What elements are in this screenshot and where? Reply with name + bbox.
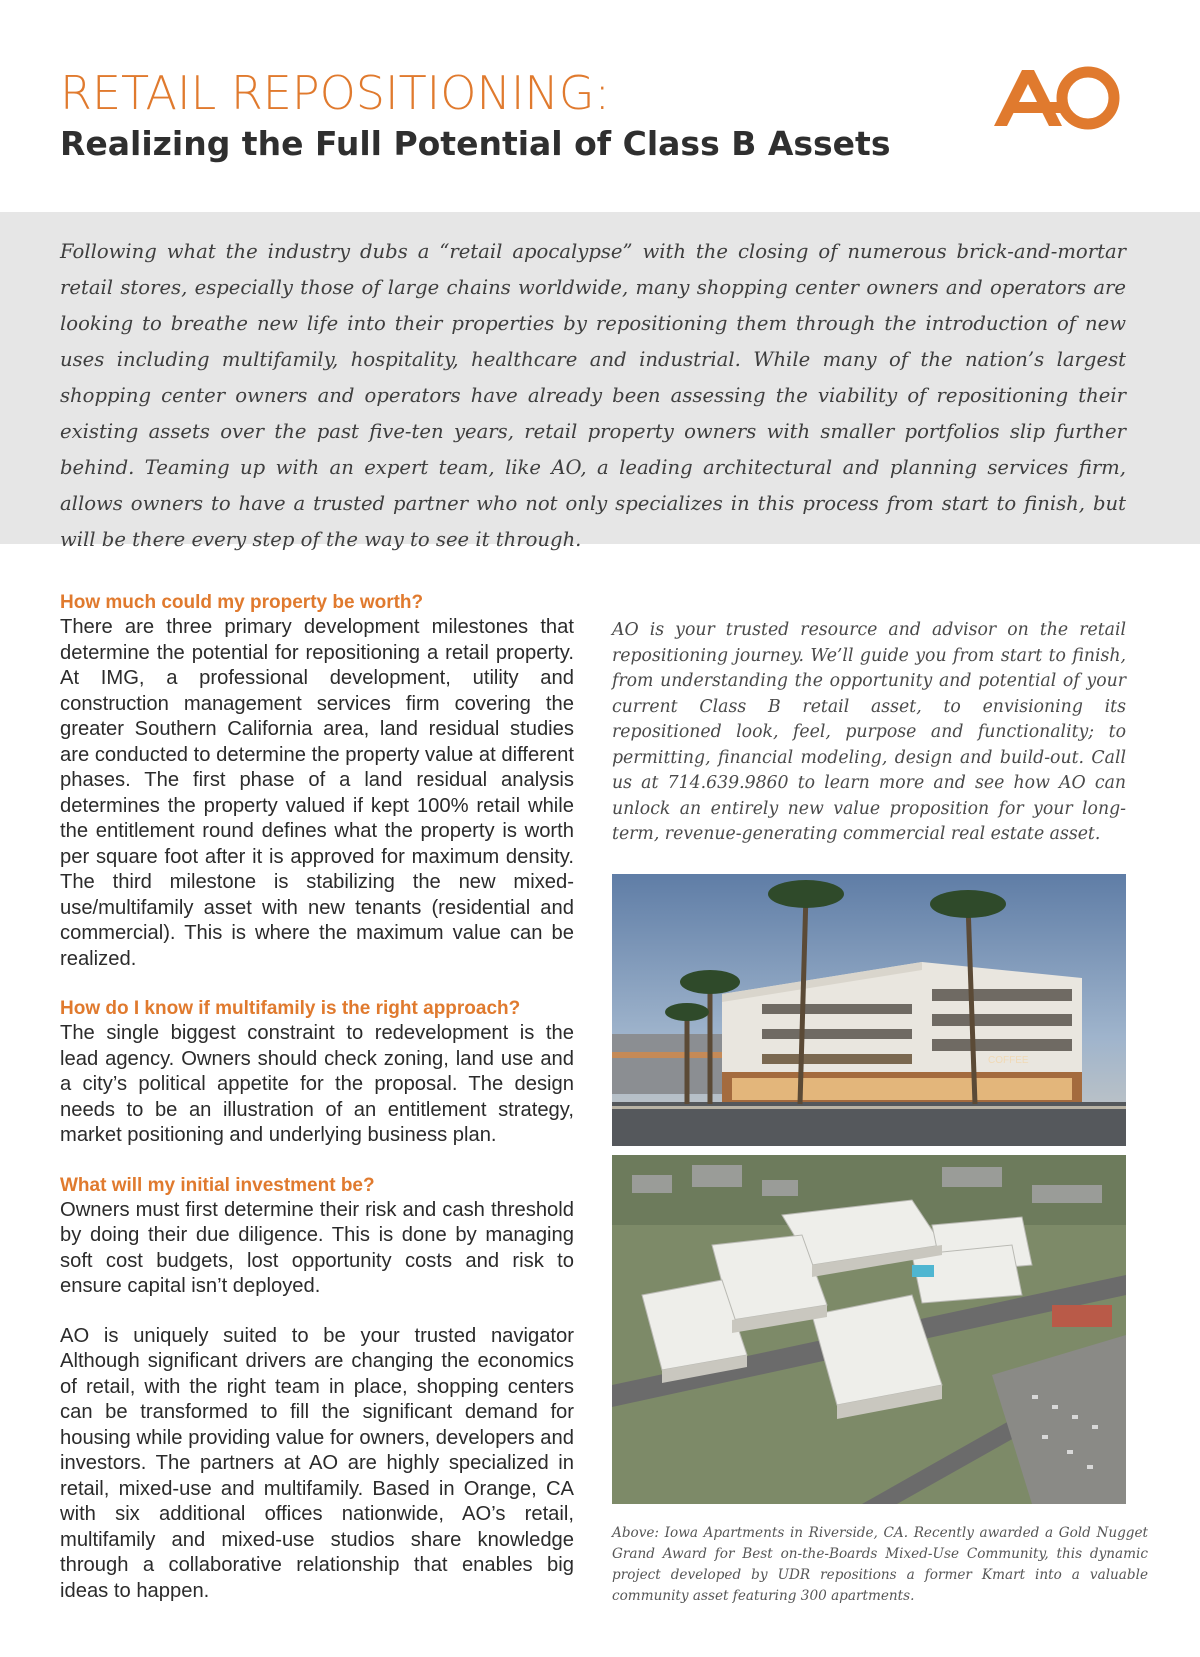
aerial-rendering <box>612 1155 1126 1504</box>
closing-body: AO is uniquely suited to be your trusted navigator Although significant drivers are changing the economics of retail, with the right team in place, shopping centers can be transformed to fill the significant demand for housing while providing value for owners, developers and investors. The partners at AO are highly specialized in retail, mixed-use and multifamily. Based in Orange, CA with six additional offices nationwide, AO’s retail, multifamily and mixed-use studios share knowledge through a collaborative relationship that enables big ideas to happen. <box>60 1324 574 1602</box>
page-subtitle: Realizing the Full Potential of Class B Assets <box>60 124 891 163</box>
section-heading: What will my initial investment be? <box>60 1174 375 1196</box>
coffee-sign: COFFEE <box>988 1055 1029 1066</box>
page-title: RETAIL REPOSITIONING: <box>60 66 610 120</box>
right-intro-text: AO is your trusted resource and advisor on the retail repositioning journey. We’ll guide you from start to finish, from understanding the opportunity and potential of your current Class B retail asset, to envisioning its repositioned look, feel, purpose and functionality; to permitting, financial modeling, design and build-out. Call us at 714.639.9860 to learn more and see how AO can unlock an entirely new value proposition for your long-term, revenue-generating commercial real estate asset. <box>612 620 1126 844</box>
street-view-rendering <box>612 874 1126 1146</box>
section-body: Owners must first determine their risk and cash threshold by doing their due diligence. This is done by managing soft cost budgets, lost opportunity costs and risk to ensure capital isn’t deployed. <box>60 1198 574 1297</box>
section-heading: How do I know if multifamily is the right approach? <box>60 998 521 1019</box>
header <box>0 0 1200 212</box>
intro-text: Following what the industry dubs a “retail apocalypse” with the closing of numerous brick-and-mortar retail stores, especially those of large chains worldwide, many shopping center owners and operators are looking to breathe new life into their properties by repositioning them through the introduction of new uses including multifamily, hospitality, healthcare and industrial. While many of the nation’s largest shopping center owners and operators have already been assessing the viability of repositioning their existing assets over the past five-ten years, retail property owners with smaller portfolios slip further behind. Teaming up with an expert team, like AO, a leading architectural and planning services firm, allows owners to have a trusted partner who not only specializes in this process from start to finish, but will be there every step of the way to see it through. <box>60 240 1126 551</box>
section-body: The single biggest constraint to redevelopment is the lead agency. Owners should check zoning, land use and a city’s political appetite for the proposal. The design needs to be an illustration of an entitlement strategy, market positioning and underlying business plan. <box>60 1022 574 1146</box>
section-body: There are three primary development milestones that determine the potential for repositioning a retail property. At IMG, a professional development, utility and construction management services firm covering the greater Southern California area, land residual studies are conducted to determine the property value at different phases. The first phase of a land residual analysis determines the property valued if kept 100% retail while the entitlement round defines what the property is worth per square foot after it is approved for maximum density. The third milestone is stabilizing the new mixed-use/multifamily asset with new tenants (residential and commercial). This is where the maximum value can be realized. <box>60 616 574 970</box>
left-column <box>60 590 574 1604</box>
section-heading: How much could my property be worth? <box>60 592 424 613</box>
ao-logo <box>992 64 1124 134</box>
photo-caption: Above: Iowa Apartments in Riverside, CA. Recently awarded a Gold Nugget Grand Award for Best on-the-Boards Mixed-Use Community, this dynamic project developed by UDR repositions a former Kmart into a valuable community asset featuring 300 apartments. <box>612 1525 1148 1604</box>
intro-band <box>0 212 1200 551</box>
